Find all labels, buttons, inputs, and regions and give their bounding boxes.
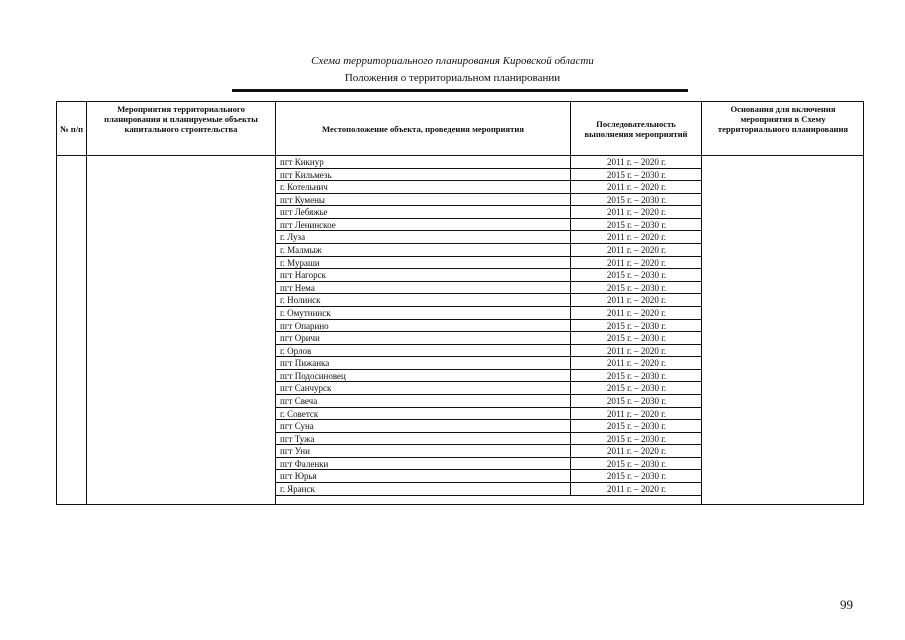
table-body <box>276 156 702 496</box>
period-cell: 2011 г. – 2020 г. <box>606 232 667 243</box>
period-cell: 2011 г. – 2020 г. <box>606 484 667 495</box>
column-header-label: Последовательность выполнения мероприятий <box>584 118 688 139</box>
location-cell: пгт Фаленки <box>276 458 571 470</box>
table-row <box>276 194 702 207</box>
location-cell: г. Орлов <box>276 345 571 357</box>
table-row <box>276 244 702 257</box>
period-cell: 2011 г. – 2020 г. <box>606 446 667 457</box>
location-cell: пгт Суна <box>276 420 571 432</box>
table-row <box>276 307 702 320</box>
table-row <box>276 231 702 244</box>
period-cell: 2011 г. – 2020 г. <box>606 207 667 218</box>
table-row <box>276 470 702 483</box>
table-row <box>276 357 702 370</box>
location-cell: пгт Ленинское <box>276 219 571 231</box>
period-cell: 2015 г. – 2030 г. <box>606 169 667 180</box>
period-cell: 2011 г. – 2020 г. <box>606 245 667 256</box>
period-cell: 2015 г. – 2030 г. <box>606 219 667 230</box>
period-cell: 2015 г. – 2030 г. <box>606 194 667 205</box>
period-cell: 2011 г. – 2020 г. <box>606 408 667 419</box>
period-cell: 2015 г. – 2030 г. <box>606 383 667 394</box>
period-cell: 2011 г. – 2020 г. <box>606 358 667 369</box>
table-row <box>276 294 702 307</box>
location-cell: г. Котельнич <box>276 181 571 193</box>
location-cell: г. Малмыж <box>276 244 571 256</box>
table-row <box>276 370 702 383</box>
table-row <box>276 445 702 458</box>
location-cell: г. Нолинск <box>276 294 571 306</box>
table-row <box>276 156 702 169</box>
table-row <box>276 345 702 358</box>
location-cell: г. Мураши <box>276 257 571 269</box>
document-title: Схема территориального планирования Кировской области <box>311 55 594 67</box>
location-cell: пгт Санчурск <box>276 382 571 394</box>
location-cell: пгт Нагорск <box>276 269 571 281</box>
location-cell: пгт Уни <box>276 445 571 457</box>
period-cell: 2015 г. – 2030 г. <box>606 421 667 432</box>
location-cell: пгт Кикнур <box>276 156 571 168</box>
column-header-sequence <box>571 102 701 155</box>
table-row <box>276 433 702 446</box>
table-row <box>276 257 702 270</box>
table-row <box>276 332 702 345</box>
table-row <box>276 420 702 433</box>
table-row <box>276 483 702 496</box>
column-header-location <box>276 102 570 155</box>
measures-table <box>56 101 864 505</box>
period-cell: 2015 г. – 2030 г. <box>606 433 667 444</box>
period-cell: 2015 г. – 2030 г. <box>606 320 667 331</box>
location-cell: г. Луза <box>276 231 571 243</box>
location-cell: пгт Оричи <box>276 332 571 344</box>
column-header-measures <box>87 102 275 155</box>
table-row <box>276 181 702 194</box>
location-cell: пгт Пижанка <box>276 357 571 369</box>
column-header-basis <box>702 102 864 155</box>
location-cell: г. Советск <box>276 408 571 420</box>
column-header-label: Мероприятия территориального планирования и планируемые объекты капитального строительства <box>104 104 258 134</box>
period-cell: 2011 г. – 2020 г. <box>606 295 667 306</box>
period-cell: 2015 г. – 2030 г. <box>606 370 667 381</box>
location-cell: пгт Лебяжье <box>276 206 571 218</box>
period-cell: 2015 г. – 2030 г. <box>606 333 667 344</box>
period-cell: 2015 г. – 2030 г. <box>606 471 667 482</box>
table-row <box>276 219 702 232</box>
period-cell: 2011 г. – 2020 г. <box>606 157 667 167</box>
location-cell: пгт Свеча <box>276 395 571 407</box>
location-cell: пгт Опарино <box>276 320 571 332</box>
header-rule <box>232 89 688 92</box>
document-subtitle: Положения о территориальном планировании <box>344 72 561 84</box>
column-header-label: № п/п <box>59 123 84 134</box>
page-number: 99 <box>840 597 853 612</box>
location-cell: г. Яранск <box>276 483 571 495</box>
location-cell: г. Омутнинск <box>276 307 571 319</box>
location-cell: пгт Тужа <box>276 433 571 445</box>
period-cell: 2011 г. – 2020 г. <box>606 307 667 318</box>
table-row <box>276 320 702 333</box>
table-row <box>276 282 702 295</box>
location-cell: пгт Подосиновец <box>276 370 571 382</box>
column-divider <box>86 102 87 504</box>
table-row <box>276 458 702 471</box>
location-cell: пгт Юрья <box>276 470 571 482</box>
period-cell: 2011 г. – 2020 г. <box>606 257 667 268</box>
table-row <box>276 395 702 408</box>
location-cell: пгт Нема <box>276 282 571 294</box>
location-cell: пгт Кильмезь <box>276 169 571 181</box>
table-row <box>276 206 702 219</box>
table-row <box>276 408 702 421</box>
period-cell: 2011 г. – 2020 г. <box>606 345 667 356</box>
table-row <box>276 169 702 182</box>
period-cell: 2011 г. – 2020 г. <box>606 182 667 193</box>
table-row <box>276 269 702 282</box>
period-cell: 2015 г. – 2030 г. <box>606 458 667 469</box>
location-cell: пгт Кумены <box>276 194 571 206</box>
period-cell: 2015 г. – 2030 г. <box>606 282 667 293</box>
table-row <box>276 382 702 395</box>
period-cell: 2015 г. – 2030 г. <box>606 395 667 406</box>
column-header-label: Основания для включения мероприятия в Схему территориального планирования <box>717 104 849 134</box>
period-cell: 2015 г. – 2030 г. <box>606 270 667 281</box>
column-header-number <box>57 102 86 155</box>
column-header-label: Местоположение объекта, проведения мероприятия <box>322 123 524 134</box>
